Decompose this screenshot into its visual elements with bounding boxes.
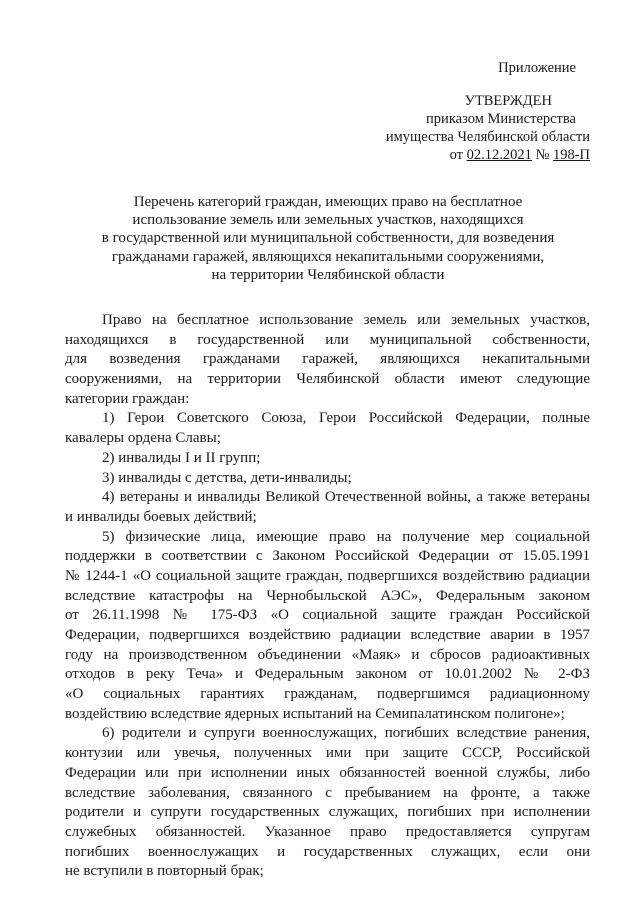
body-line: 3) инвалиды с детства, дети-инвалиды;: [102, 469, 352, 486]
body-line: не вступили в повторный брак;: [65, 863, 264, 880]
body-line: 6) родители и супруги военнослужащих, погибших вследствие ранения,: [102, 725, 590, 742]
body-line: 1) Герои Советского Союза, Герои Российской Федерации, полные: [102, 410, 590, 427]
body-line: сооружениями, на территории Челябинской области имеют следующие: [65, 371, 590, 388]
title-line: Перечень категорий граждан, имеющих право на бесплатное: [133, 194, 523, 210]
body-line: Федерации, подвергшихся воздействию радиации вследствие аварии в 1957: [65, 627, 590, 643]
title-line: на территории Челябинской области: [211, 266, 445, 283]
ministry-name: имущества Челябинской области: [385, 129, 590, 145]
order-number: 198-П: [552, 147, 590, 163]
order-date: 02.12.2021: [466, 147, 532, 163]
body-line: от 26.11.1998 № 175-ФЗ «О социальной защите граждан Российской: [65, 607, 590, 624]
document-title: [60, 193, 596, 284]
body-line: кавалеры ордена Славы;: [65, 430, 221, 447]
body-line: № 1244-1 «О социальной защите граждан, подвергшихся воздействию радиации: [65, 567, 590, 584]
document-body: [65, 311, 590, 882]
title-line: в государственной или муниципальной собственности, для возведения: [101, 230, 555, 247]
approval-stamp: [386, 59, 590, 164]
body-line: и инвалиды боевых действий;: [65, 508, 257, 525]
body-line: 2) инвалиды I и II групп;: [102, 449, 261, 466]
order-issuer-line: приказом Министерства: [426, 111, 576, 127]
body-line: Право на бесплатное использование земель или земельных участков,: [102, 312, 590, 328]
body-line: 5) физические лица, имеющие право на получение мер социальной: [102, 528, 590, 545]
order-date-number: [386, 146, 590, 164]
body-line: поддержки в соответствии с Законом Российской Федерации от 15.05.1991: [65, 548, 590, 565]
body-line: году на производственном объединении «Маяк» и сбросов радиоактивных: [65, 646, 590, 663]
date-prefix: от: [449, 147, 463, 163]
body-line: находящихся в государственной или муниципальной собственности,: [65, 331, 590, 348]
approved-label: УТВЕРЖДЕН: [464, 93, 552, 109]
body-line: воздействию вследствие ядерных испытаний на Семипалатинском полигоне»;: [65, 705, 565, 722]
body-line: родители и супруги государственных служащих, погибших при исполнении: [65, 804, 590, 821]
title-line: гражданами гаражей, являющихся некапитальными сооружениями,: [111, 248, 545, 265]
body-line: для возведения гражданами гаражей, являющихся некапитальными: [65, 351, 590, 368]
body-line: вследствие катастрофы на Чернобыльской АЭС», Федеральным законом: [65, 587, 590, 604]
body-line: вследствие заболевания, связанного с пребыванием на фронте, а также: [65, 784, 590, 801]
body-line: «О социальных гарантиях гражданам, подвергшимся радиационному: [65, 686, 590, 703]
annex-label: Приложение: [498, 60, 576, 76]
number-prefix: №: [535, 147, 550, 163]
body-line: Федерации или при исполнении иных обязанностей военной службы, либо: [65, 764, 590, 781]
title-line: использование земель или земельных участков, находящихся: [132, 212, 524, 229]
body-line: служебных обязанностей. Указанное право предоставляется супругам: [65, 823, 590, 840]
body-line: погибших военнослужащих и государственных служащих, если они: [65, 843, 590, 860]
body-line: 4) ветераны и инвалиды Великой Отечественной войны, а также ветераны: [102, 489, 590, 506]
body-line: контузии или увечья, полученных ими при защите СССР, Российской: [65, 745, 590, 762]
body-line: отходов в реку Теча» и Федеральным законом от 10.01.2002 № 2-ФЗ: [65, 666, 590, 683]
body-line: категории граждан:: [65, 390, 190, 407]
